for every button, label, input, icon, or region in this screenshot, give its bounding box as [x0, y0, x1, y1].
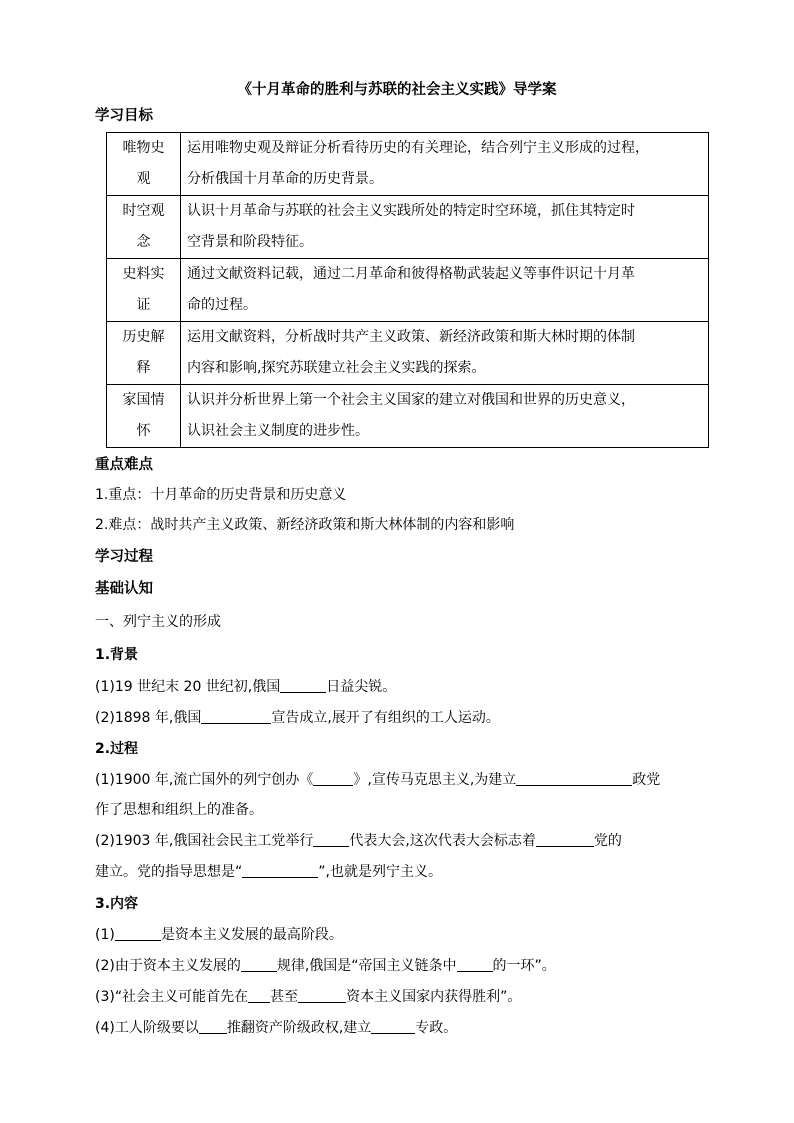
section-heading-basic: 基础认知 — [95, 581, 153, 597]
table-row — [107, 259, 709, 322]
answer-blank[interactable] — [516, 771, 632, 786]
part-title: 一、列宁主义的形成 — [95, 614, 221, 630]
difficult-point-line: 2.难点：战时共产主义政策、新经济政策和斯大林体制的内容和影响 — [95, 517, 515, 533]
goal-key: 史料实 证 — [107, 259, 181, 322]
goal-key: 时空观 念 — [107, 196, 181, 259]
answer-blank[interactable] — [241, 957, 277, 972]
answer-blank[interactable] — [115, 926, 161, 941]
question-line: (3)“社会主义可能首先在 甚至 资本主义国家内获得胜利”。 — [95, 989, 522, 1005]
goal-value: 认识十月革命与苏联的社会主义实践所处的特定时空环境，抓住其特定时 空背景和阶段特征。 — [181, 196, 709, 259]
goal-value: 通过文献资料记载，通过二月革命和彼得格勒武装起义等事件识记十月革 命的过程。 — [181, 259, 709, 322]
section-heading-difficult: 重点难点 — [95, 457, 153, 473]
question-line-continued: 作了思想和组织上的准备。 — [95, 802, 263, 818]
goals-table — [106, 132, 709, 448]
answer-blank[interactable] — [242, 863, 318, 878]
answer-blank[interactable] — [280, 678, 326, 693]
subsection-background: 1.背景 — [95, 647, 139, 663]
goal-value: 运用文献资料，分析战时共产主义政策、新经济政策和斯大林时期的体制 内容和影响,探究苏联建立社会主义实践的探索。 — [181, 322, 709, 385]
answer-blank[interactable] — [371, 1019, 415, 1034]
question-line-continued: 建立。党的指导思想是“ ”,也就是列宁主义。 — [95, 864, 442, 880]
question-line: (2)由于资本主义发展的 规律,俄国是“帝国主义链条中 的一环”。 — [95, 958, 556, 974]
question-line: (2)1903 年,俄国社会民主工党举行 代表大会,这次代表大会标志着 党的 — [95, 833, 622, 849]
subsection-process: 2.过程 — [95, 741, 139, 757]
answer-blank[interactable] — [201, 709, 271, 724]
goal-value: 认识并分析世界上第一个社会主义国家的建立对俄国和世界的历史意义， 认识社会主义制度的进步性。 — [181, 385, 709, 448]
table-row — [107, 196, 709, 259]
question-line: (1) 是资本主义发展的最高阶段。 — [95, 927, 343, 943]
question-line: (1)1900 年,流亡国外的列宁创办《 》,宣传马克思主义,为建立 政党 — [95, 772, 661, 788]
answer-blank[interactable] — [199, 1019, 227, 1034]
question-line: (2)1898 年,俄国 宣告成立,展开了有组织的工人运动。 — [95, 710, 500, 726]
subsection-content: 3.内容 — [95, 896, 139, 912]
answer-blank[interactable] — [536, 832, 594, 847]
section-heading-process: 学习过程 — [95, 549, 153, 565]
table-row — [107, 133, 709, 196]
question-line: (1)19 世纪末 20 世纪初,俄国 日益尖锐。 — [95, 679, 397, 695]
question-line: (4)工人阶级要以 推翻资产阶级政权,建立 专政。 — [95, 1020, 458, 1036]
answer-blank[interactable] — [248, 988, 270, 1003]
answer-blank[interactable] — [313, 771, 353, 786]
goal-key: 家国情 怀 — [107, 385, 181, 448]
goal-key: 唯物史 观 — [107, 133, 181, 196]
table-row — [107, 322, 709, 385]
answer-blank[interactable] — [457, 957, 493, 972]
goal-value: 运用唯物史观及辩证分析看待历史的有关理论，结合列宁主义形成的过程， 分析俄国十月革命的历史背景。 — [181, 133, 709, 196]
goal-key: 历史解 释 — [107, 322, 181, 385]
key-point-line: 1.重点：十月革命的历史背景和历史意义 — [95, 487, 347, 503]
answer-blank[interactable] — [298, 988, 346, 1003]
table-row — [107, 385, 709, 448]
answer-blank[interactable] — [313, 832, 349, 847]
section-heading-goals: 学习目标 — [95, 108, 153, 124]
document-title: 《十月革命的胜利与苏联的社会主义实践》导学案 — [237, 82, 557, 98]
